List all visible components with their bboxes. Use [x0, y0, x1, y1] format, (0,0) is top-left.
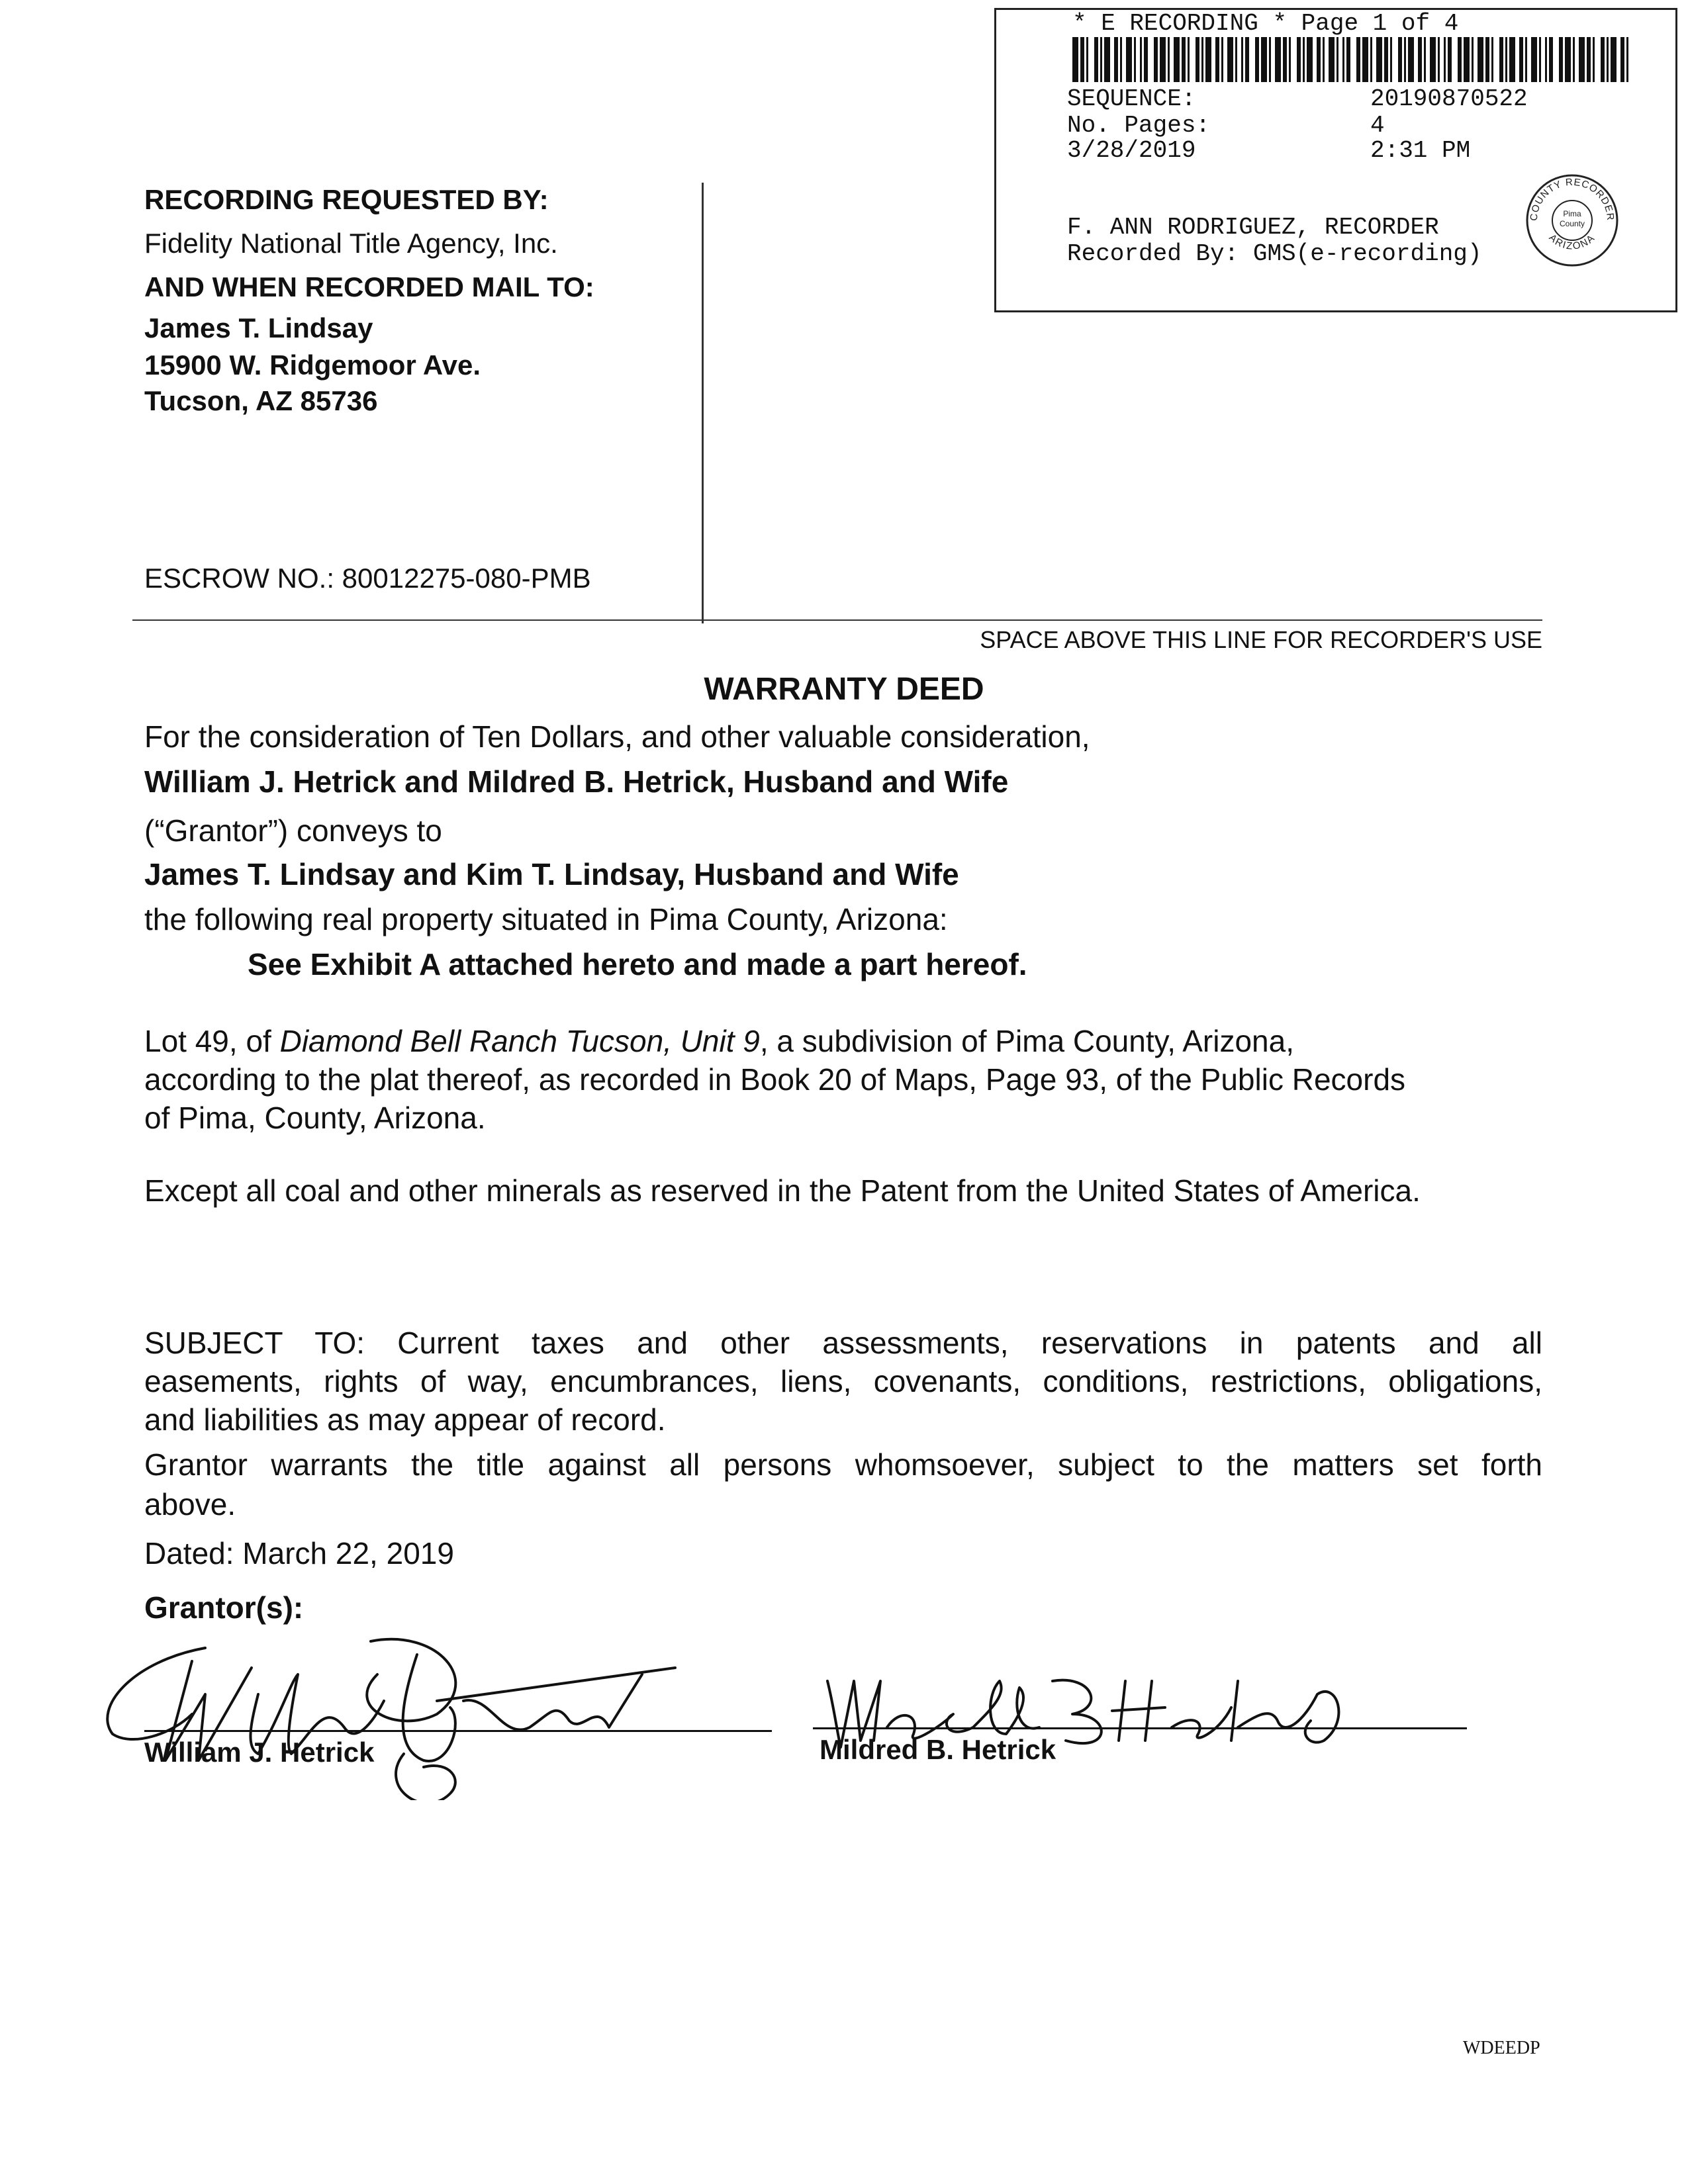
conveys-text: (“Grantor”) conveys to [144, 813, 442, 848]
barcode-bar [1408, 37, 1414, 82]
legal-description-line1 [144, 1022, 1294, 1060]
mineral-exception: Except all coal and other minerals as reserved in the Patent from the United States of America. [144, 1173, 1421, 1208]
barcode-bar [1444, 37, 1446, 82]
barcode-bar [1430, 37, 1436, 82]
barcode-bar [1221, 37, 1223, 82]
barcode-bar [1611, 37, 1617, 82]
property-intro: the following real property situated in Pima County, Arizona: [144, 902, 948, 936]
barcode-bar [1458, 37, 1462, 82]
barcode-bar [1424, 37, 1426, 82]
seal-center-text: Pima County [1559, 209, 1585, 228]
barcode-bar [1201, 37, 1203, 82]
escrow-number: ESCROW NO.: 80012275-080-PMB [144, 563, 591, 594]
barcode-bar [1565, 37, 1571, 82]
mail-to-street: 15900 W. Ridgemoor Ave. [144, 349, 481, 381]
signer-william-name: William J. Hetrick [144, 1737, 375, 1768]
stamp-header: * E RECORDING * Page 1 of 4 [1072, 10, 1459, 37]
barcode-bar [1509, 37, 1515, 82]
requested-by-name: Fidelity National Title Agency, Inc. [144, 228, 558, 259]
barcode-bar [1104, 37, 1110, 82]
barcode-bar [1519, 37, 1523, 82]
dated-line: Dated: March 22, 2019 [144, 1536, 454, 1570]
barcode-bar [1086, 37, 1088, 82]
pages-value: 4 [1370, 112, 1385, 139]
requested-by-label: RECORDING REQUESTED BY: [144, 184, 549, 215]
barcode-bar [1241, 37, 1243, 82]
barcode-bar [1601, 37, 1605, 82]
barcode-bar [1227, 37, 1233, 82]
barcode-bar [1168, 37, 1170, 82]
subject-to-line1: SUBJECT TO: Current taxes and other assessments, reservations in patents and all [144, 1326, 1542, 1360]
barcode-bar [1297, 37, 1301, 82]
barcode-bar [1620, 37, 1624, 82]
barcode-bar [1196, 37, 1199, 82]
recorded-by: Recorded By: GMS(e-recording) [1067, 240, 1482, 267]
barcode-bar [1307, 37, 1313, 82]
sequence-value: 20190870522 [1370, 85, 1528, 113]
svg-text:ARIZONA [1547, 232, 1598, 252]
warranty-line2: above. [144, 1487, 236, 1522]
barcode-bar [1154, 37, 1158, 82]
barcode-bar [1120, 37, 1122, 82]
barcode-bar [1398, 37, 1402, 82]
barcode-bar [1100, 37, 1102, 82]
barcode-bar [1477, 37, 1483, 82]
mail-to-city: Tucson, AZ 85736 [144, 385, 378, 416]
header-vertical-divider [702, 183, 704, 623]
recorder-name: F. ANN RODRIGUEZ, RECORDER [1067, 214, 1439, 241]
subject-to-line3: and liabilities as may appear of record. [144, 1402, 666, 1437]
barcode-bar [1336, 37, 1338, 82]
barcode-bar [1174, 37, 1180, 82]
legal-subdivision-name: Diamond Bell Ranch Tucson, Unit 9 [279, 1024, 760, 1058]
grantees-names: James T. Lindsay and Kim T. Lindsay, Husband and Wife [144, 857, 959, 891]
grantors-names: William J. Hetrick and Mildred B. Hetrick, Husband and Wife [144, 764, 1009, 799]
barcode-bar [1188, 37, 1190, 82]
barcode-bar [1531, 37, 1537, 82]
barcode [1072, 37, 1628, 82]
form-code: WDEEDP [1463, 2038, 1540, 2058]
legal-description-line3: of Pima, County, Arizona. [144, 1101, 486, 1135]
barcode-bar [1329, 37, 1335, 82]
barcode-bar [1505, 37, 1507, 82]
barcode-bar [1404, 37, 1406, 82]
barcode-bar [1289, 37, 1291, 82]
mail-to-label: AND WHEN RECORDED MAIL TO: [144, 271, 594, 302]
barcode-bar [1342, 37, 1344, 82]
barcode-bar [1390, 37, 1392, 82]
barcode-bar [1545, 37, 1547, 82]
barcode-bar [1593, 37, 1595, 82]
pages-label: No. Pages: [1067, 112, 1211, 139]
legal-line1-rest: , a subdivision of Pima County, Arizona, [759, 1024, 1294, 1058]
barcode-bar [1126, 37, 1132, 82]
barcode-bar [1362, 37, 1368, 82]
barcode-bar [1626, 37, 1628, 82]
warranty-line1: Grantor warrants the title against all persons whomsoever, subject to the matters set forth [144, 1447, 1542, 1482]
barcode-bar [1472, 37, 1474, 82]
recorder-space-note: SPACE ABOVE THIS LINE FOR RECORDER'S USE [980, 626, 1542, 653]
grantors-label: Grantor(s): [144, 1590, 304, 1625]
barcode-bar [1114, 37, 1118, 82]
barcode-bar [1160, 37, 1166, 82]
barcode-bar [1245, 37, 1249, 82]
seal-bottom-text: ARIZONA [1546, 232, 1598, 252]
signer-mildred-name: Mildred B. Hetrick [820, 1734, 1056, 1765]
barcode-bar [1573, 37, 1575, 82]
barcode-bar [1080, 37, 1084, 82]
recorder-use-divider [132, 619, 1542, 621]
county-seal-icon [1523, 171, 1622, 270]
barcode-bar [1261, 37, 1267, 82]
subject-to-line2: easements, rights of way, encumbrances, liens, covenants, conditions, restrictions, obligations, [144, 1364, 1542, 1398]
barcode-bar [1464, 37, 1470, 82]
barcode-bar [1539, 37, 1541, 82]
barcode-bar [1323, 37, 1325, 82]
barcode-bar [1525, 37, 1527, 82]
barcode-bar [1607, 37, 1609, 82]
barcode-bar [1370, 37, 1372, 82]
mail-to-name: James T. Lindsay [144, 312, 373, 343]
barcode-bar [1134, 37, 1136, 82]
barcode-bar [1418, 37, 1422, 82]
barcode-bar [1269, 37, 1271, 82]
consideration-text: For the consideration of Ten Dollars, and other valuable consideration, [144, 719, 1090, 754]
deed-title: WARRANTY DEED [704, 672, 984, 707]
recording-date: 3/28/2019 [1067, 137, 1196, 164]
barcode-bar [1499, 37, 1503, 82]
barcode-bar [1303, 37, 1305, 82]
sequence-label: SEQUENCE: [1067, 85, 1196, 113]
barcode-bar [1356, 37, 1360, 82]
signature-line-mildred [813, 1727, 1467, 1729]
barcode-bar [1255, 37, 1259, 82]
barcode-bar [1317, 37, 1321, 82]
barcode-bar [1559, 37, 1563, 82]
barcode-bar [1384, 37, 1388, 82]
signature-william-icon [93, 1602, 688, 1800]
barcode-bar [1140, 37, 1142, 82]
exhibit-reference: See Exhibit A attached hereto and made a part hereof. [248, 947, 1027, 981]
barcode-bar [1448, 37, 1452, 82]
barcode-bar [1549, 37, 1553, 82]
barcode-bar [1579, 37, 1585, 82]
barcode-bar [1491, 37, 1493, 82]
barcode-bar [1235, 37, 1237, 82]
barcode-bar [1587, 37, 1591, 82]
legal-description-line2: according to the plat thereof, as recorded in Book 20 of Maps, Page 93, of the Public Records [144, 1062, 1406, 1097]
barcode-bar [1485, 37, 1489, 82]
barcode-bar [1215, 37, 1219, 82]
barcode-bar [1346, 37, 1350, 82]
barcode-bar [1182, 37, 1186, 82]
signature-line-william [144, 1730, 772, 1732]
barcode-bar [1438, 37, 1440, 82]
legal-lot: Lot 49, of [144, 1024, 280, 1058]
recording-time: 2:31 PM [1370, 137, 1471, 164]
seal-top-text: COUNTY RECORDER [1528, 176, 1617, 222]
barcode-bar [1072, 37, 1078, 82]
barcode-bar [1205, 37, 1211, 82]
barcode-bar [1376, 37, 1382, 82]
barcode-bar [1094, 37, 1098, 82]
barcode-bar [1275, 37, 1281, 82]
barcode-bar [1144, 37, 1148, 82]
barcode-bar [1283, 37, 1287, 82]
